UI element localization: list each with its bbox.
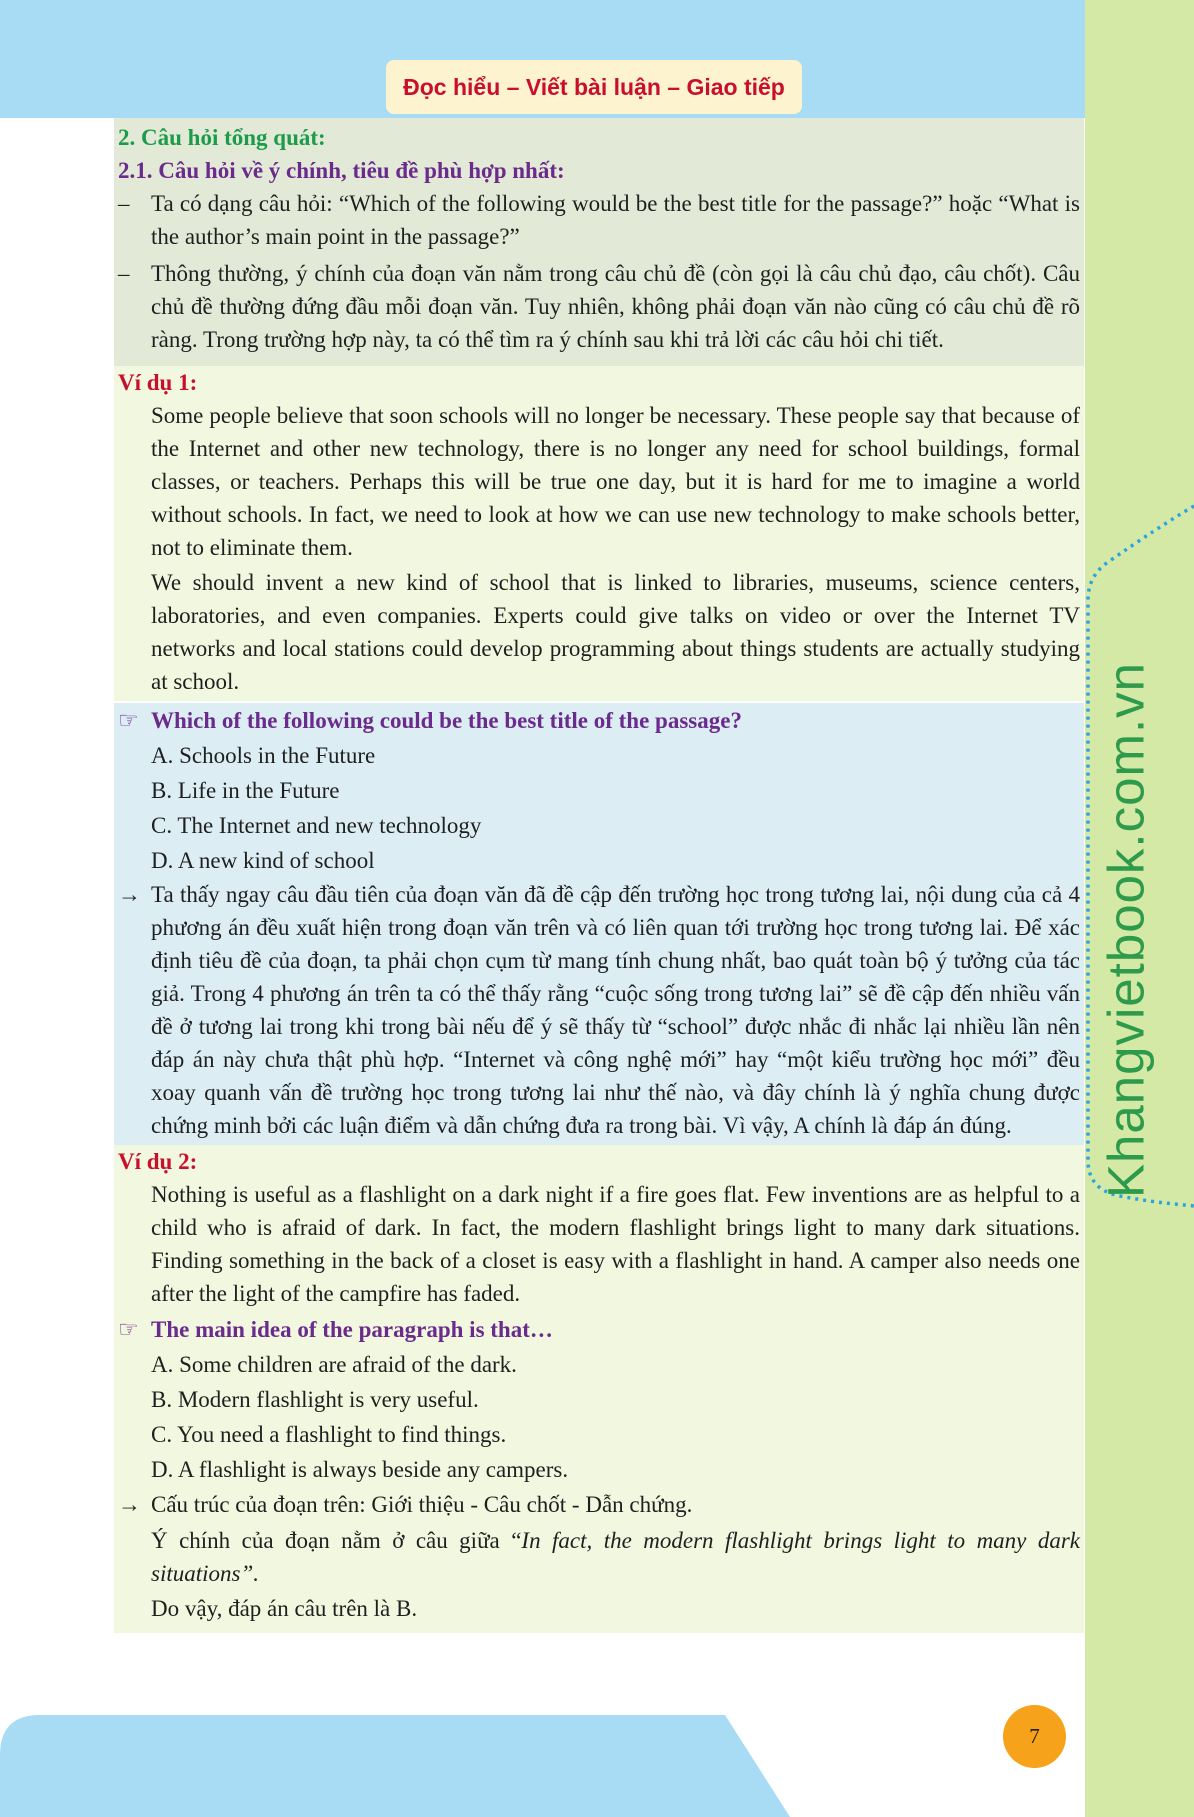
pointing-hand-icon: ☞ <box>118 1317 139 1342</box>
page-number: 7 <box>1003 1705 1066 1768</box>
answer-final: Do vậy, đáp án câu trên là B. <box>151 1596 418 1621</box>
question-2: ☞ The main idea of the paragraph is that… <box>118 1312 1080 1347</box>
answer-explanation: → Ta thấy ngay câu đầu tiên của đoạn văn đã đề cập đến trường học trong tương lai, nội dung của cả 4 phương án đều xuất hiện trong đoạn văn trên và có liên quan tới trường học trong tương lai. Để xác định tiêu đề của đoạn, ta phải chọn cụm từ mang tính chung nhất, bao quát toàn bộ ý tưởng của tác giả. Trong 4 phương án trên ta có thể thấy rằng “cuộc sống trong tương lai” sẽ đề cập đến nhiều vấn đề ở tương lai trong khi trong bài nếu để ý sẽ thấy từ “school” được nhắc đi nhắc lại nhiều lần nên đáp án này chưa thật phù hợp. “Internet và công nghệ mới” hay “một kiểu trường học mới” đều xoay quanh vấn đề trường học trong tương lai như thế nào, và đây chính là ý nghĩa chung được chứng minh bởi các luận điểm và dẫn chứng đưa ra trong bài. Vì vậy, A chính là đáp án đúng. <box>118 878 1080 1145</box>
section-heading: 2. Câu hỏi tổng quát: <box>118 125 326 150</box>
example-1-question <box>114 703 1084 1145</box>
bottom-decoration <box>0 1715 790 1817</box>
passage-paragraph: Nothing is useful as a flashlight on a dark night if a fire goes flat. Few inventions are as helpful to a child who is afraid of dark. In fact, the modern flashlight brings light to many dark situations. Finding something in the back of a closet is easy with a flashlight in hand. A camper also needs one after the light of the campfire has faded. <box>151 1182 1080 1306</box>
passage-paragraph: Some people believe that soon schools will no longer be necessary. These people say that because of the Internet and other new technology, there is no longer any need for school buildings, formal classes, or teachers. Perhaps this will be true one day, but it is hard for me to imagine a world without schools. In fact, we need to look at how we can use new technology to make schools better, not to eliminate them. <box>151 403 1080 560</box>
arrow-right-icon: → <box>118 882 141 907</box>
page-header-title: Đọc hiểu – Viết bài luận – Giao tiếp <box>386 60 802 114</box>
option-c: C. You need a flashlight to find things. <box>151 1422 507 1447</box>
arrow-right-icon: → <box>118 1492 141 1517</box>
passage-paragraph: We should invent a new kind of school that is linked to libraries, museums, science centers, laboratories, and even companies. Experts could give talks on video or over the Internet TV networks and local stations could develop programming about things students are actually studying at school. <box>151 570 1080 694</box>
option-a: A. Some children are afraid of the dark. <box>151 1352 517 1377</box>
example-2 <box>114 1145 1084 1633</box>
example-2-label: Ví dụ 2: <box>118 1149 198 1174</box>
section-subheading: 2.1. Câu hỏi về ý chính, tiêu đề phù hợp nhất: <box>118 158 565 183</box>
option-c: C. The Internet and new technology <box>151 813 482 838</box>
bullet-item: – Thông thường, ý chính của đoạn văn nằm trong câu chủ đề (còn gọi là câu chủ đạo, câu chốt). Câu chủ đề thường đứng đầu mỗi đoạn văn. Tuy nhiên, không phải đoạn văn nào cũng có câu chủ đề rõ ràng. Trong trường hợp này, ta có thể tìm ra ý chính sau khi trả lời các câu hỏi chi tiết. <box>118 261 1080 352</box>
option-b: B. Modern flashlight is very useful. <box>151 1387 479 1412</box>
option-d: D. A new kind of school <box>151 848 375 873</box>
option-a: A. Schools in the Future <box>151 743 376 768</box>
general-questions-section <box>114 118 1084 366</box>
answer-structure: → Cấu trúc của đoạn trên: Giới thiệu - Câu chốt - Dẫn chứng. <box>118 1487 1080 1522</box>
answer-main-idea: Ý chính của đoạn nằm ở câu giữa “In fact, the modern flashlight brings light to many dark situations”. <box>151 1528 1080 1586</box>
main-content <box>114 118 1084 1633</box>
pointing-hand-icon: ☞ <box>118 708 139 733</box>
example-1-label: Ví dụ 1: <box>118 370 198 395</box>
option-b: B. Life in the Future <box>151 778 340 803</box>
watermark-website: Khangvietbook.com.vn <box>1097 662 1155 1198</box>
option-d: D. A flashlight is always beside any campers. <box>151 1457 569 1482</box>
example-1-passage <box>114 366 1084 701</box>
question-1: ☞ Which of the following could be the best title of the passage? <box>118 703 1080 738</box>
quoted-sentence: In fact, the modern flashlight brings light to many dark situations”. <box>151 1528 1080 1586</box>
bullet-item: – Ta có dạng câu hỏi: “Which of the following would be the best title for the passage?” hoặc “What is the author’s main point in the passage?” <box>118 191 1080 249</box>
